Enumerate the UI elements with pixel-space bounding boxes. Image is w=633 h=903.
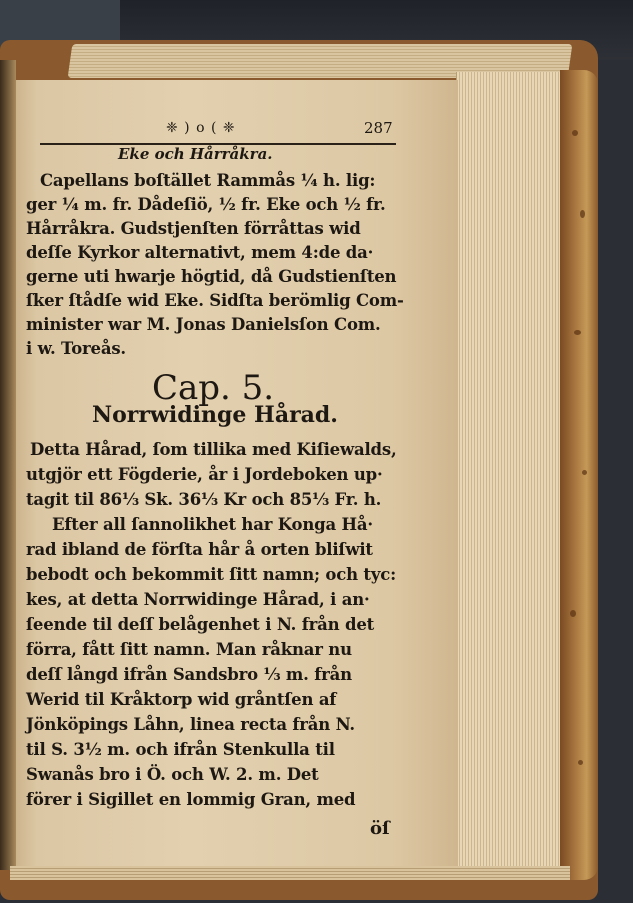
text-line: kes, at detta Norrwidinge Hårad, i an·	[26, 590, 370, 609]
text-line: i w. Toreås.	[26, 339, 126, 358]
text-line: Jönköpings Låhn, linea recta från N.	[26, 715, 355, 734]
text-line: Swanås bro i Ö. och W. 2. m. Det	[26, 765, 319, 784]
text-line: deſſ långd ifrån Sandsbro ⅓ m. från	[26, 665, 352, 684]
text-line: förra, fått ſitt namn. Man råknar nu	[26, 640, 352, 659]
text-line: ger ¼ m. fr. Dådeſiö, ½ fr. Eke och ½ fr.	[26, 195, 386, 214]
header-ornament: ❈ ) o ( ❈	[166, 120, 236, 136]
text-line: gerne uti hwarje högtid, då Gudstienſten	[26, 267, 397, 286]
text-line: til S. 3½ m. och ifrån Stenkulla til	[26, 740, 335, 759]
text-line: ſeende til deſſ belågenhet i N. från det	[26, 615, 375, 634]
text-line: rad ibland de förſta hår å orten bliſwit	[26, 540, 373, 559]
cover-right-edge	[560, 70, 598, 880]
catchword: öſ	[370, 818, 390, 839]
text-line: Capellans boſtället Rammås ¼ h. lig:	[40, 171, 376, 190]
text-line: Werid til Kråktorp wid gråntſen af	[26, 690, 337, 709]
text-line: förer i Sigillet en lommig Gran, med	[26, 790, 356, 809]
text-line: utgjör ett Fögderie, år i Jordeboken up·	[26, 465, 383, 484]
chapter-heading: Cap. 5.	[152, 368, 275, 408]
text-line: deſſe Kyrkor alternativt, mem 4:de da·	[26, 243, 374, 262]
section-title: Norrwidinge Hårad.	[92, 402, 338, 428]
text-line: Efter all ſannolikhet har Konga Hå·	[52, 515, 373, 534]
bottom-page-edges	[10, 866, 570, 880]
page-number: 287	[364, 119, 393, 137]
fore-edge-pages	[456, 72, 565, 872]
text-line: bebodt och bekommit ſitt namn; och tyc:	[26, 565, 396, 584]
spine-shadow	[0, 60, 16, 870]
text-line: Detta Hårad, ſom tillika med Kiſiewalds,	[30, 440, 397, 459]
text-line: ſker ſtådſe wid Eke. Sidſta berömlig Com-	[26, 291, 404, 310]
text-line: minister war M. Jonas Danielsſon Com.	[26, 315, 381, 334]
subheading: Eke och Hårråkra.	[118, 145, 273, 163]
text-line: tagit til 86⅓ Sk. 36⅓ Kr och 85⅓ Fr. h.	[26, 490, 382, 509]
text-line: Hårråkra. Gudstjenſten förråttas wid	[26, 219, 361, 238]
